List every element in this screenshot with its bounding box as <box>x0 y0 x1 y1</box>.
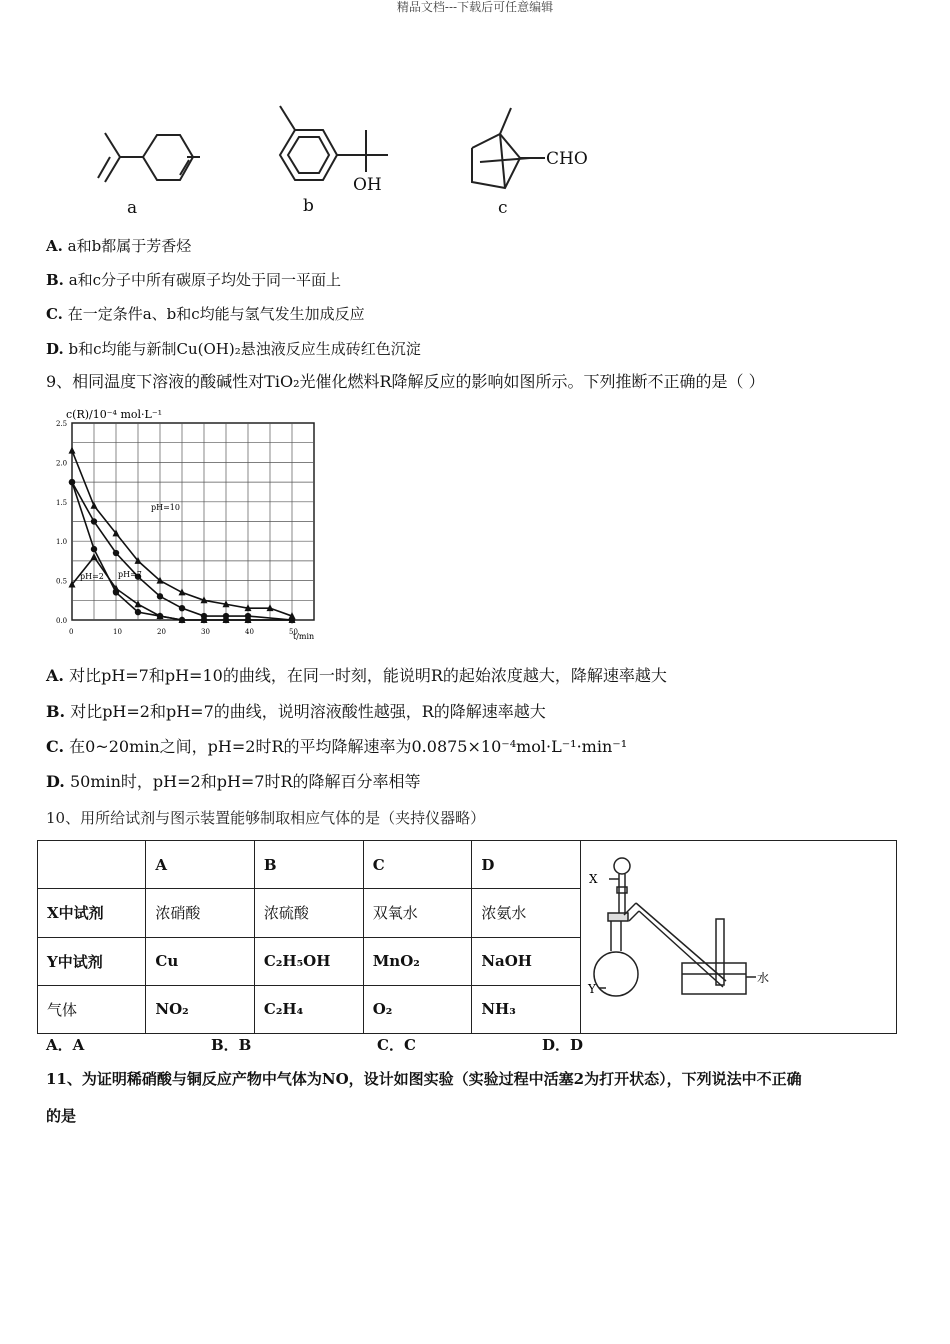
x-tick-label: 30 <box>201 628 210 636</box>
q10-option-b: B．B <box>211 1036 252 1054</box>
q9-option-a: A. 对比pH=7和pH=10的曲线，在同一时刻，能说明R的起始浓度越大，降解速率越大 <box>46 666 667 685</box>
q11-stem-line1: 11、为证明稀硝酸与铜反应产物中气体为NO，设计如图实验（实验过程中活塞2为打开状态），下列说法中不正确 <box>46 1070 802 1088</box>
molecule-label-b: b <box>303 196 314 216</box>
apparatus-figure <box>581 841 897 1034</box>
data-point <box>157 613 163 619</box>
q9-option-d: D. 50min时，pH=2和pH=7时R的降解百分率相等 <box>46 772 421 791</box>
q10-option-c: C．C <box>377 1036 416 1054</box>
x-tick-label: 0 <box>69 628 74 636</box>
table-row: 气体 NO₂ C₂H₄ O₂ NH₃ <box>38 985 897 1033</box>
data-point <box>91 546 97 552</box>
data-point <box>113 550 119 556</box>
table-row: A B C D X Y 水 <box>38 841 897 889</box>
page-header: 精品文档---下载后可任意编辑 <box>396 0 554 14</box>
apparatus-water-label: 水 <box>757 971 770 985</box>
q8-option-d: D. b和c均能与新制Cu(OH)₂悬浊液反应生成砖红色沉淀 <box>46 340 421 358</box>
q10-stem: 10、用所给试剂与图示装置能够制取相应气体的是（夹持仪器略） <box>46 809 486 827</box>
x-tick-label: 50 <box>289 628 298 636</box>
q8-option-c: C. 在一定条件a、b和c均能与氢气发生加成反应 <box>46 305 365 323</box>
molecule-label-a: a <box>127 198 138 218</box>
q9-option-c: C. 在0~20min之间，pH=2时R的平均降解速率为0.0875×10⁻⁴mol·L⁻¹·min⁻¹ <box>46 737 628 756</box>
y-tick-label: 1.0 <box>56 538 68 547</box>
y-tick-label: 2.5 <box>56 420 68 428</box>
aldehyde-label: CHO <box>546 149 588 169</box>
data-point <box>135 609 141 615</box>
apparatus-diagram <box>581 841 896 1029</box>
data-point <box>91 502 98 509</box>
apparatus-x-label: X <box>589 872 598 886</box>
q8-option-a: A. a和b都属于芳香烃 <box>46 237 192 255</box>
q10-option-d: D．D <box>542 1036 584 1054</box>
data-point <box>113 589 119 595</box>
q8-option-b: B. a和c分子中所有碳原子均处于同一平面上 <box>46 271 342 289</box>
data-point <box>245 613 251 619</box>
data-point <box>223 613 229 619</box>
x-tick-label: 10 <box>113 628 122 636</box>
y-tick-label: 0.0 <box>56 617 68 625</box>
q11-stem-line2: 的是 <box>46 1107 77 1125</box>
q10-option-a: A．A <box>46 1036 85 1054</box>
reagent-table <box>37 840 897 1034</box>
data-point <box>135 600 142 607</box>
y-tick-label: 0.5 <box>56 577 68 586</box>
data-point <box>69 447 76 454</box>
hydroxyl-label: OH <box>353 175 382 195</box>
annotation-ph7: pH=7 <box>118 570 142 579</box>
q9-stem: 9、相同温度下溶液的酸碱性对TiO₂光催化燃料R降解反应的影响如图所示。下列推断不正确的是（ ） <box>46 372 765 391</box>
chart-xlabel: t/min <box>293 632 315 641</box>
methyl-line <box>188 150 200 166</box>
data-point <box>179 617 185 623</box>
q9-option-b: B. 对比pH=2和pH=7的曲线，说明溶液酸性越强，R的降解速率越大 <box>46 702 546 721</box>
x-tick-label: 40 <box>245 628 254 636</box>
annotation-ph10: pH=10 <box>151 503 180 512</box>
table-row: X中试剂 浓硝酸 浓硫酸 双氧水 浓氨水 <box>38 889 897 937</box>
y-tick-label: 1.5 <box>56 498 68 507</box>
molecule-label-c: c <box>498 198 508 218</box>
table-row: Y中试剂 Cu C₂H₅OH MnO₂ NaOH <box>38 937 897 985</box>
apparatus-y-label: Y <box>588 982 596 996</box>
chart-ylabel: c(R)/10⁻⁴ mol·L⁻¹ <box>66 408 163 421</box>
data-point <box>179 605 185 611</box>
data-point <box>157 593 163 599</box>
data-point <box>69 479 75 485</box>
data-point <box>91 518 97 524</box>
y-tick-label: 2.0 <box>56 459 68 468</box>
x-tick-label: 20 <box>157 628 166 636</box>
data-point <box>201 613 207 619</box>
degradation-chart <box>46 405 336 645</box>
annotation-ph2: pH=2 <box>80 572 104 581</box>
